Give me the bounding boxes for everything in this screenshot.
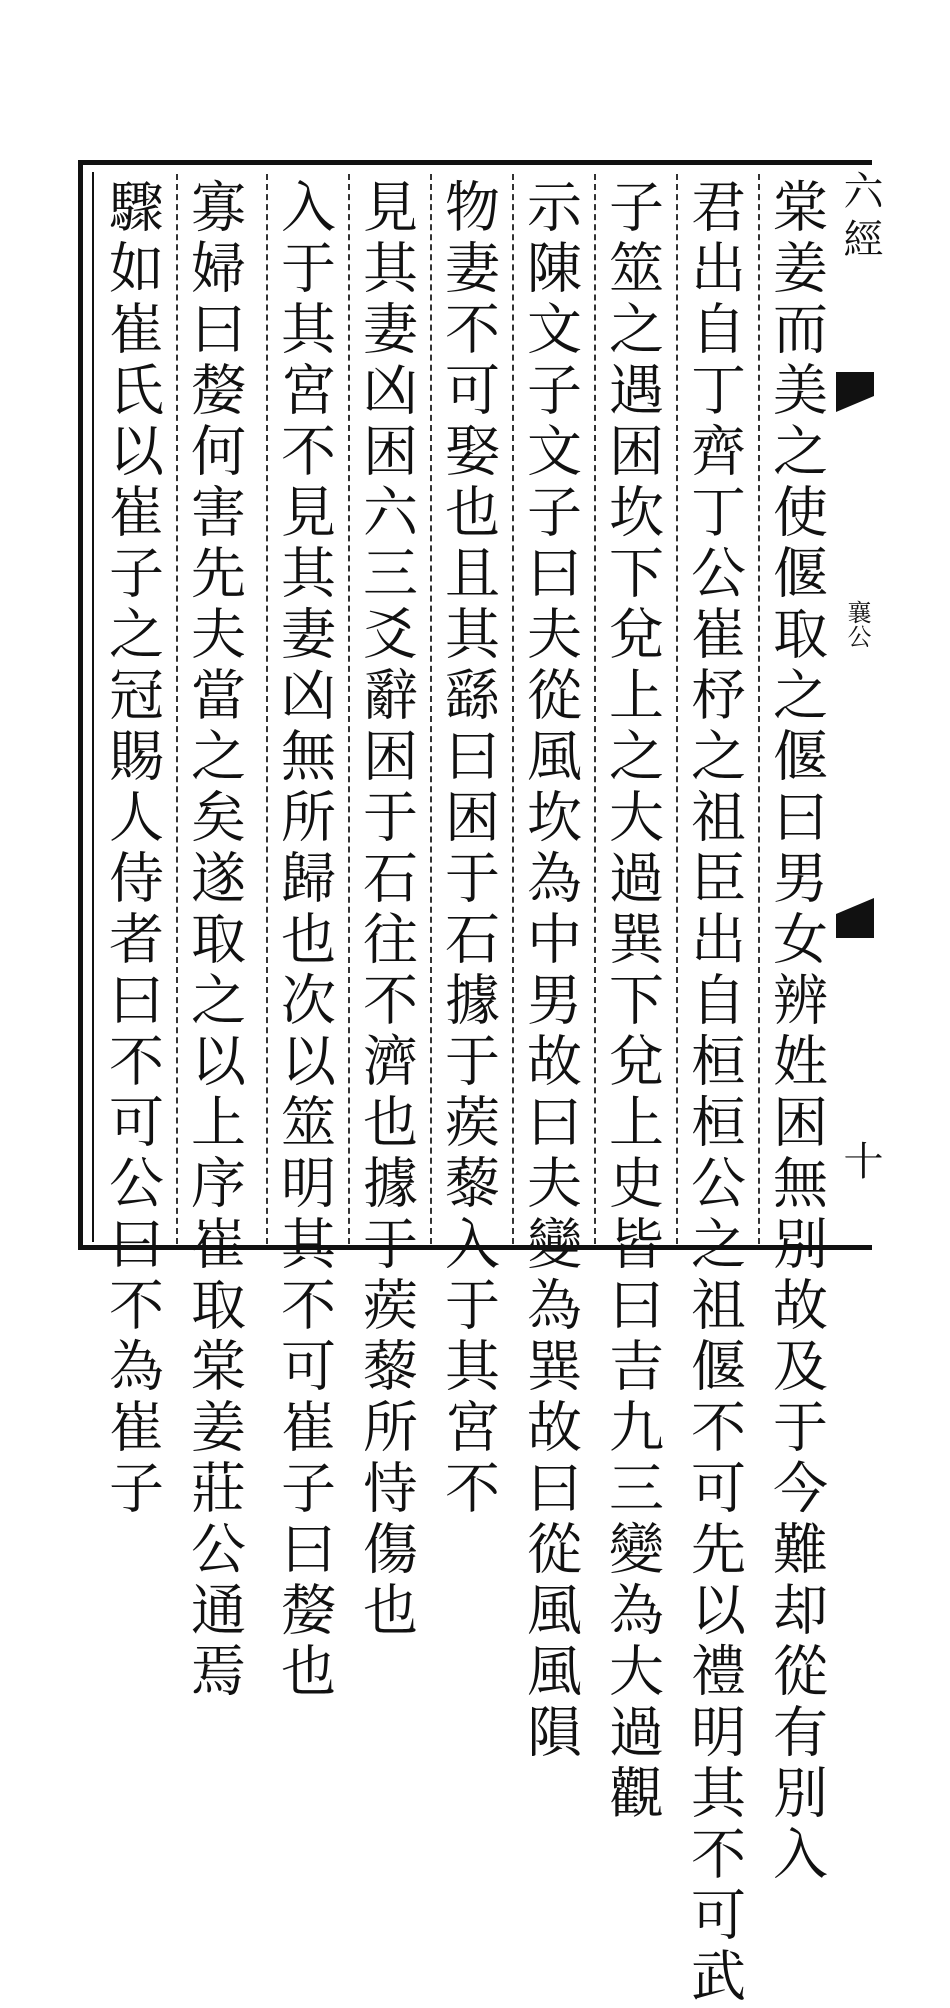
text-column-2: 君出自丁齊丁公崔杼之祖臣出自桓桓公之祖偃不可先以禮明其不可武 [682,178,746,2008]
edge-title: 六經 [837,170,883,266]
text-column-9: 驟如崔氏以崔子之冠賜人侍者曰不可公曰不為崔子 [100,178,164,1520]
column-separator [430,174,432,1244]
edge-page-number: 十 [837,1140,883,1180]
text-column-8: 寡婦曰嫠何害先夫當之矣遂取之以上序崔取棠姜莊公通焉 [182,178,246,1703]
page-edge [832,160,883,1250]
column-separator [348,174,350,1244]
column-separator [176,174,178,1244]
text-column-6: 見其妻凶困六三爻辭困于石往不濟也據于蒺藜所恃傷也 [354,178,418,1642]
column-separator [512,174,514,1244]
column-separator [266,174,268,1244]
text-column-4: 示陳文子文子曰夫從風坎為中男故曰夫變為巽故曰從風風隕 [518,178,582,1764]
text-column-1: 棠姜而美之使偃取之偃曰男女辨姓困無別故及于今難却從有別入 [764,178,828,1886]
text-column-3: 子筮之遇困坎下兌上之大過巽下兌上史皆曰吉九三變為大過觀 [600,178,664,1825]
edge-volume: 襄公 [843,600,871,648]
column-separator [594,174,596,1244]
text-column-7: 入于其宮不見其妻凶無所歸也次以筮明其不可崔子曰嫠也 [272,178,336,1703]
column-separator [676,174,678,1244]
text-column-5: 物妻不可娶也且其繇曰困于石據于蒺藜入于其宮不 [436,178,500,1520]
column-separator [758,174,760,1244]
